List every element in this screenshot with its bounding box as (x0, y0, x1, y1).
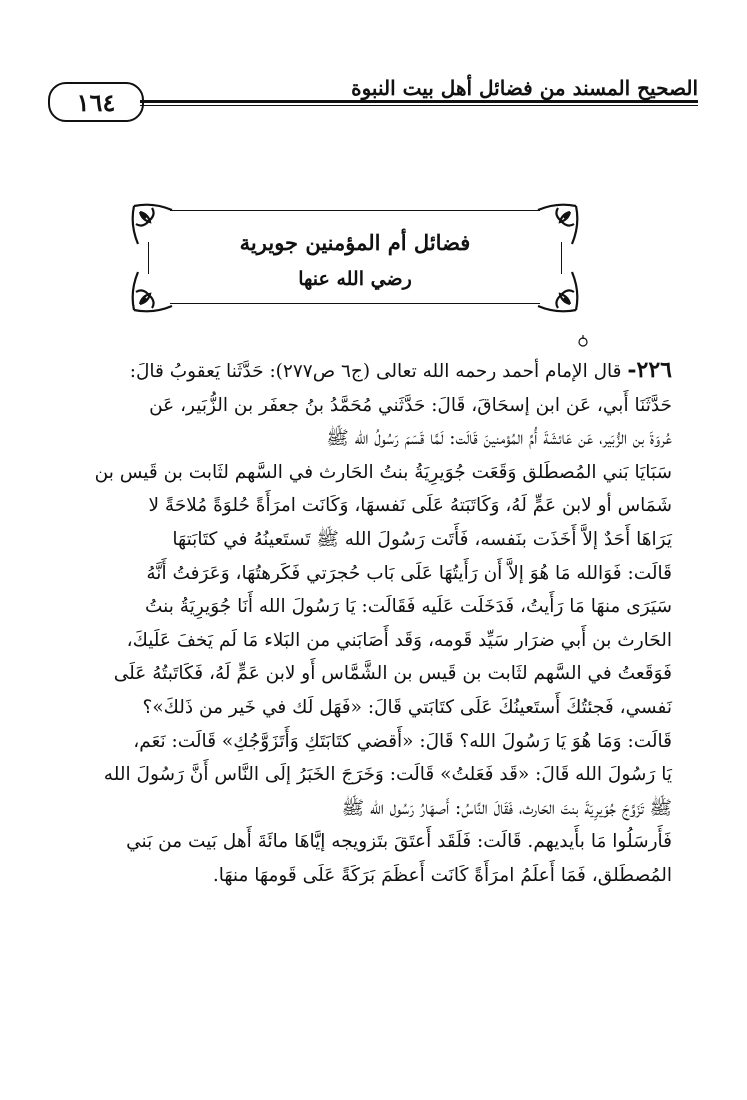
hadith-number: ٢٢٦- (627, 357, 672, 383)
page-header (48, 60, 698, 120)
hadith-line: قَالَت: فَوَالله مَا هُوَ إلاَّ أَن رَأَيتُهَا عَلَى بَاب حُجرَتي فَكَرهتُهَا، وَعَرَفتُ أَنَّهُ (146, 562, 672, 584)
frame-top-line (170, 210, 540, 211)
hadith-line: قَالَت: وَمَا هُوَ يَا رَسُولَ الله؟ قَالَ: «أَقضي كتَابَتَكِ وَأَتَزَوَّجُكِ» قَالَت: نَعَم، (133, 730, 672, 752)
section-title: فضائل أم المؤمنين جويرية (239, 230, 471, 255)
hadith-line: المُصطَلق، فَمَا أَعلَمُ امرَأَةً كَانَت أَعظَمَ بَرَكَةً عَلَى قَومهَا منهَا. (212, 864, 672, 886)
frame-bottom-line (170, 303, 540, 304)
hadith-line: شَمَاس أو لابن عَمٍّ لَهُ، وَكَاتَبَتهُ عَلَى نَفسهَا، وَكَانَت امرَأَةً حُلوَةً مُلاحَةً لا (148, 495, 672, 517)
hadith-line: يَا رَسُولَ الله قَالَ: «قَد فَعَلتُ» قَالَت: وَخَرَجَ الخَبَرُ إلَى النَّاس أَنَّ رَسُولَ الله (103, 764, 672, 786)
hadith-body (82, 354, 672, 893)
hadith-line: فَوَقَعتُ في السَّهم لثَابت بن قَيس بن الشَّمَّاس أَو لابن عَمٍّ لَهُ، فَكَاتَبتُهُ عَلَى (113, 663, 672, 685)
hadith-line: يَرَاهَا أَحَدٌ إلاَّ أَخَذَت بنَفسه، فَأَتَت رَسُولَ الله ﷺ تَستَعينُهُ في كتَابَتهَا (172, 528, 672, 550)
hadith-line: عُروَةَ بن الزُّبَير، عَن عَائشَةَ أُمِّ المُؤمنينَ قَالَت: لَمَّا قَسَمَ رَسُولُ الله ﷺ (326, 428, 672, 450)
header-rule (140, 100, 698, 103)
hadith-line: حَدَّثَنَا أَبي، عَن ابن إسحَاقَ، قَالَ: حَدَّثَني مُحَمَّدُ بنُ جعفَر بن الزُّبَير، عَن (149, 394, 672, 416)
hadith-line: سَيَرَى منهَا مَا رَأَيتُ، فَدَخَلَت عَلَيه فَقَالَت: يَا رَسُولَ الله أَنَا جُوَيرِيَةُ بنتُ (145, 596, 672, 618)
section-subtitle: رضي الله عنها (298, 268, 412, 290)
hadith-line: الحَارث بن أَبي ضرَار سَيِّد قَومه، وَقَد أَصَابَني من البَلاء مَا لَم يَخفَ عَلَيكَ، (126, 629, 672, 651)
hadith-line (82, 354, 672, 389)
hadith-line: سَبَايَا بَني المُصطَلق وَقَعَت جُوَيرِيَةُ بنتُ الحَارث في السَّهم لثَابت بن قَيس بن (94, 461, 672, 483)
hadith-line: نَفسي، فَجئتُكَ أَستَعينُكَ عَلَى كتَابَتي قَالَ: «فَهَل لَك في خَير من ذَلكَ»؟ (142, 696, 672, 718)
hadith-line-text: قال الإمام أحمد رحمه الله تعالى (ج٦ ص٢٧٧): حَدَّثَنا يَعقوبُ قالَ: (129, 361, 622, 382)
section-title-frame (130, 202, 580, 314)
page-number: ١٦٤ (48, 82, 144, 122)
hadith-line: فَأَرسَلُوا مَا بأَيديهم. قَالَت: فَلَقَد أَعتَقَ بتَزويجه إيَّاهَا مائَةَ أَهل بَيت من بَني (126, 831, 672, 853)
hadith-line: ﷺ تَزَوَّجَ جُوَيرِيَةَ بنتَ الحَارث، فَقَالَ النَّاسُ: أَصهَارُ رَسُول الله ﷺ (341, 797, 672, 819)
ornament-mark-icon (576, 334, 590, 348)
header-rule-thin (140, 105, 698, 106)
book-title: الصحيح المسند من فضائل أهل بيت النبوة (351, 76, 698, 100)
